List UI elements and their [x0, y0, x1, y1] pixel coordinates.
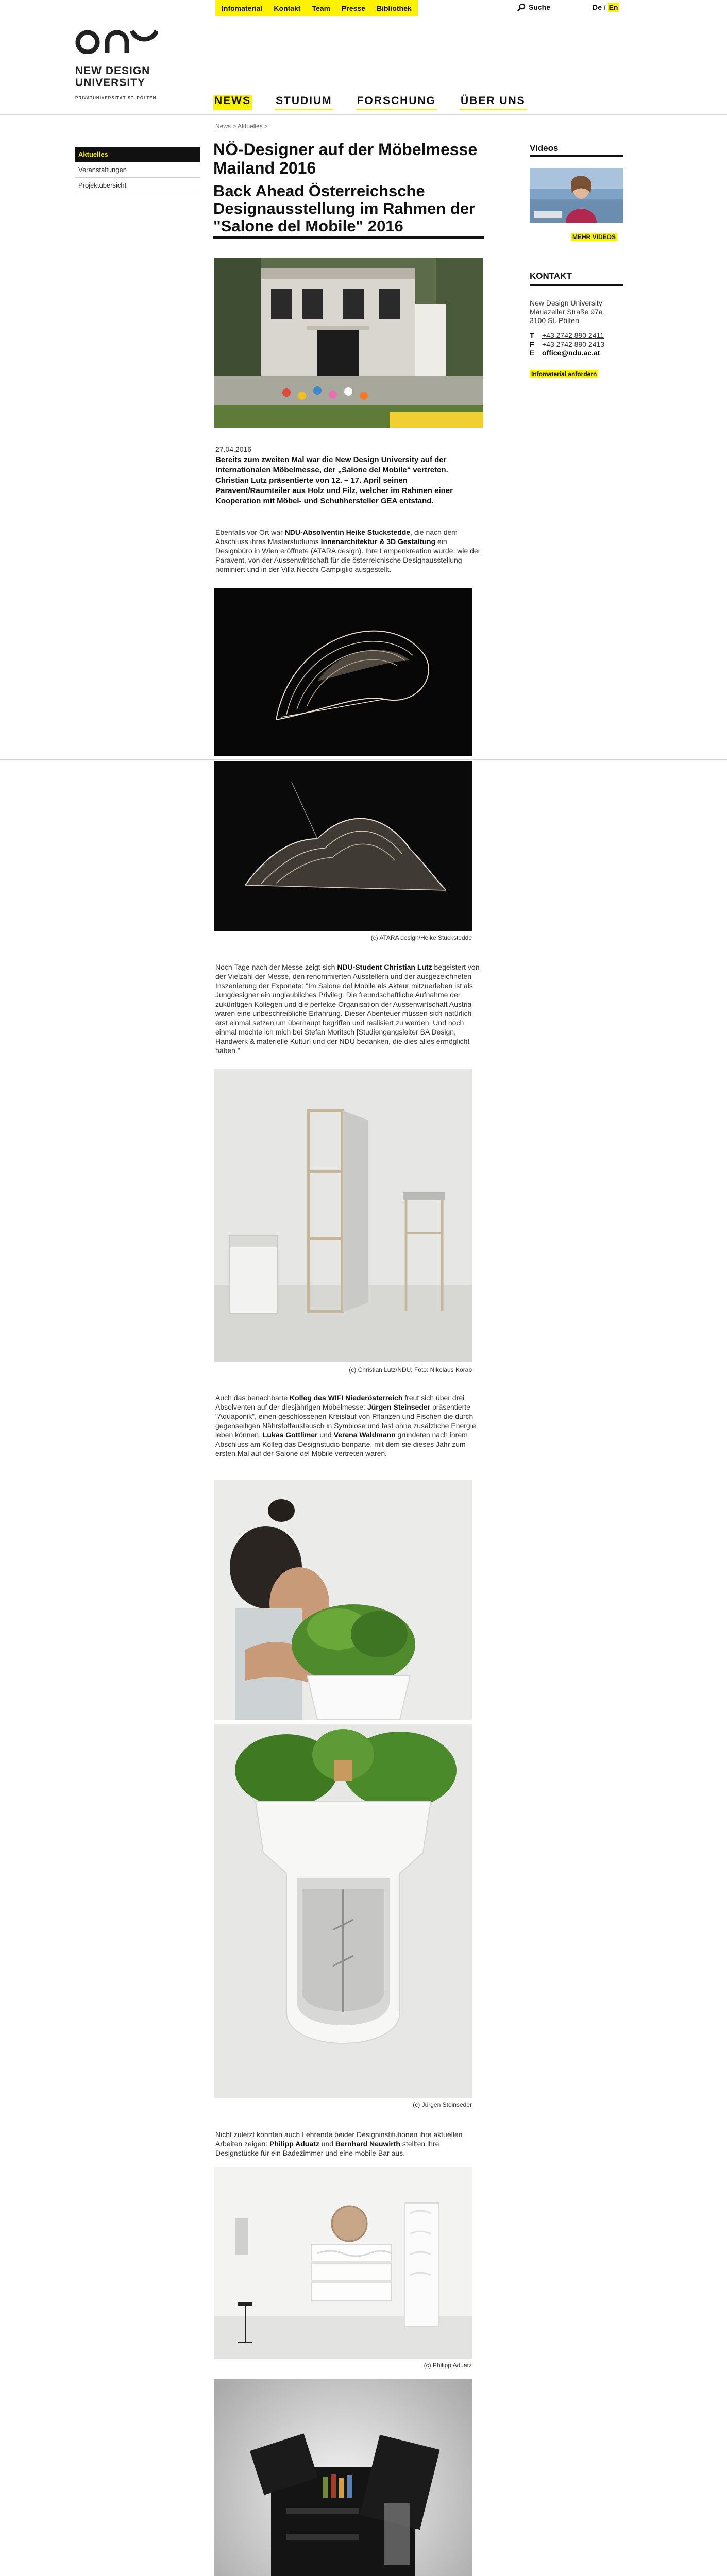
p1-b: NDU-Absolventin Heike Stuckstedde: [284, 528, 411, 536]
top-nav-bibliothek[interactable]: Bibliothek: [376, 4, 412, 12]
p3-d: Jürgen Steinseder: [367, 1403, 431, 1411]
caption-bathroom: (c) Philipp Aduatz: [424, 2362, 472, 2369]
address-line-2: Mariazeller Straße 97a: [530, 308, 603, 316]
main-nav-studium[interactable]: STUDIUM: [275, 95, 333, 110]
p4-c: und: [319, 2140, 335, 2148]
p3-f: Lukas Gottlimer: [262, 1431, 318, 1439]
breadcrumb[interactable]: News > Aktuelles >: [215, 123, 268, 130]
more-videos-link[interactable]: MEHR VIDEOS: [571, 233, 617, 241]
p3-i: gründeten nach ihrem Abschluss am Kolleg das Designstudio bonparte, mit dem sie dieses Jahr zum ersten Mal auf der Salone del Mobile vertreten waren.: [215, 1431, 468, 1458]
sidebar-item-projektuebersicht[interactable]: Projektübersicht: [75, 178, 200, 193]
address-line-3: 3100 St. Pölten: [530, 316, 579, 325]
phone-label: T: [530, 331, 534, 340]
main-nav: [213, 95, 527, 110]
search-button[interactable]: [517, 3, 550, 11]
fax-number: +43 2742 890 2413: [542, 340, 605, 348]
contact-address: [530, 299, 603, 325]
infomaterial-request-link[interactable]: Infomaterial anfordern: [530, 370, 598, 378]
search-label: Suche: [529, 3, 551, 11]
logo-name-line1: NEW DESIGN: [75, 65, 150, 77]
villa-photo: [214, 258, 483, 428]
p3-c: freut sich über drei Absolventen auf der diesjährigen Möbelmesse:: [215, 1394, 465, 1411]
contact-title: KONTAKT: [530, 271, 572, 281]
logo-name: [75, 65, 150, 89]
fax-label: F: [530, 340, 534, 348]
aquaponik-photo-2: [214, 1724, 472, 2098]
caption-aquaponik: (c) Jürgen Steinseder: [413, 2101, 472, 2108]
article-title: NÖ-Designer auf der Möbelmesse Mailand 2016: [213, 140, 478, 177]
language-switcher: [593, 3, 619, 11]
article-paragraph-3: [215, 1393, 483, 1458]
section-divider-2: [0, 759, 727, 760]
p4-b: Philipp Aduatz: [269, 2140, 319, 2148]
aquaponik-photo-1: [214, 1480, 472, 1720]
p1-a: Ebenfalls vor Ort war: [215, 528, 285, 536]
logo-subtitle: PRIVATUNIVERSITÄT ST. PÖLTEN: [75, 96, 157, 100]
p4-e: stellten ihre Designstücke für ein Badezimmer und eine mobile Bar aus.: [215, 2140, 439, 2157]
main-nav-ueber-uns[interactable]: ÜBER UNS: [460, 95, 527, 110]
lamp-photo-2: [214, 761, 472, 931]
p1-e: ein Designbüro in Wien eröffnete (ATARA design). Ihre Lampenkreation wurde, wie der Paravent, von der Aussenwirtschaft für die österreichische Designausstellung nominiert und in der Villa Necchi Campiglio ausgestellt.: [215, 537, 481, 573]
lang-en[interactable]: En: [608, 3, 618, 11]
bathroom-photo: [214, 2167, 472, 2359]
contact-email: [530, 348, 600, 358]
p3-h: Verena Waldmann: [333, 1431, 396, 1439]
lang-separator: /: [603, 3, 606, 11]
p4-a: Nicht zuletzt konnten auch Lehrende beider Designinstitutionen ihre aktuellen Arbeiten zeigen:: [215, 2130, 463, 2148]
article-subtitle: Back Ahead Österreichsche Designausstellung im Rahmen der "Salone del Mobile" 2016: [213, 182, 476, 235]
main-nav-news[interactable]: NEWS: [213, 95, 252, 110]
sidebar-nav: [75, 147, 200, 193]
article-lead: Bereits zum zweiten Mal war die New Design University auf der internationalen Möbelmesse, der „Salone del Mobile“ vertreten. Christian Lutz präsentierte von 12. – 17. April seinen Paravent/Raumteiler aus Holz und Filz, welcher im Rahmen einer Kooperation mit Möbel- und Schuhhersteller GEA entstand.: [215, 455, 453, 505]
lamp-photo-1: [214, 588, 472, 756]
top-nav-presse[interactable]: Presse: [342, 4, 365, 12]
video-thumbnail[interactable]: [530, 168, 623, 223]
contact-rule: [530, 284, 623, 286]
article-paragraph-2: [215, 962, 483, 1055]
article-date: 27.04.2016: [215, 445, 252, 453]
p1-c: , die nach dem Abschluss ihres Masterstudiums: [215, 528, 458, 546]
email-link[interactable]: office@ndu.ac.at: [542, 349, 600, 357]
caption-paravent: (c) Christian Lutz/NDU; Foto: Nikolaus Korab: [349, 1366, 472, 1374]
sidebar-item-veranstaltungen[interactable]: Veranstaltungen: [75, 162, 200, 178]
main-nav-forschung[interactable]: FORSCHUNG: [356, 95, 437, 110]
lang-de[interactable]: De: [593, 3, 602, 11]
p3-g: und: [317, 1431, 334, 1439]
p3-e: präsentierte "Aquaponik", einen geschlossenen Kreislauf von Pflanzen und Fischen die durch gegenseitigen Nährstoffaustausch in Symbiose und fast ohne zusätzliche Energie leben können.: [215, 1403, 476, 1439]
p2-b: NDU-Student Christian Lutz: [337, 963, 432, 971]
videos-rule: [530, 155, 623, 157]
top-nav-infomaterial[interactable]: Infomaterial: [222, 4, 263, 12]
top-nav-kontakt[interactable]: Kontakt: [274, 4, 301, 12]
p4-d: Bernhard Neuwirth: [335, 2140, 400, 2148]
videos-title: Videos: [530, 143, 559, 153]
search-icon: [517, 3, 526, 11]
p2-c: begeistert von der Vielzahl der Messe, den renommierten Ausstellern und der ausgezeichneten Inszenierung der Exponate: "Im Salone del Mobile als Akteur mitzuerleben ist als Jungdesigner ein unglaubliches Privileg. Die freundschaftliche Aufnahme der zukünftigen Kollegen und die perfekte Organisation der Aussenwirtschaft Austria waren eine unbeschreibliche Erfahrung. Dieser Abenteuer müssen sich natürlich erst einmal setzen um überhaupt begriffen und realisiert zu werden. Und noch einmal möchte ich mich bei Stefan Moritsch [Studiengangsleiter BA Design, Handwerk & materielle Kultur] und der NDU bedanken, die dies alles ermöglicht haben.": [215, 963, 480, 1055]
ndu-logo-icon[interactable]: [75, 15, 158, 54]
phone-link[interactable]: +43 2742 890 2411: [542, 331, 604, 340]
p3-b: Kolleg des WIFI Niederösterreich: [290, 1394, 403, 1402]
top-nav-team[interactable]: Team: [312, 4, 331, 12]
header-divider: [0, 114, 727, 115]
article-paragraph-1: [215, 528, 483, 574]
p3-a: Auch das benachbarte: [215, 1394, 290, 1402]
sidebar-item-aktuelles[interactable]: Aktuelles: [75, 147, 200, 162]
caption-lamp: (c) ATARA design/Heike Stuckstedde: [370, 934, 472, 941]
email-label: E: [530, 349, 535, 357]
paravent-photo: [214, 1069, 472, 1362]
mobile-bar-photo: [214, 2379, 472, 2576]
p1-d: Innenarchitektur & 3D Gestaltung: [320, 537, 436, 546]
logo-name-line2: UNIVERSITY: [75, 77, 146, 89]
top-nav: [215, 0, 418, 16]
address-line-1: New Design University: [530, 299, 602, 307]
article-paragraph-4: [215, 2130, 483, 2158]
title-rule: [213, 236, 484, 239]
p2-a: Noch Tage nach der Messe zeigt sich: [215, 963, 337, 971]
